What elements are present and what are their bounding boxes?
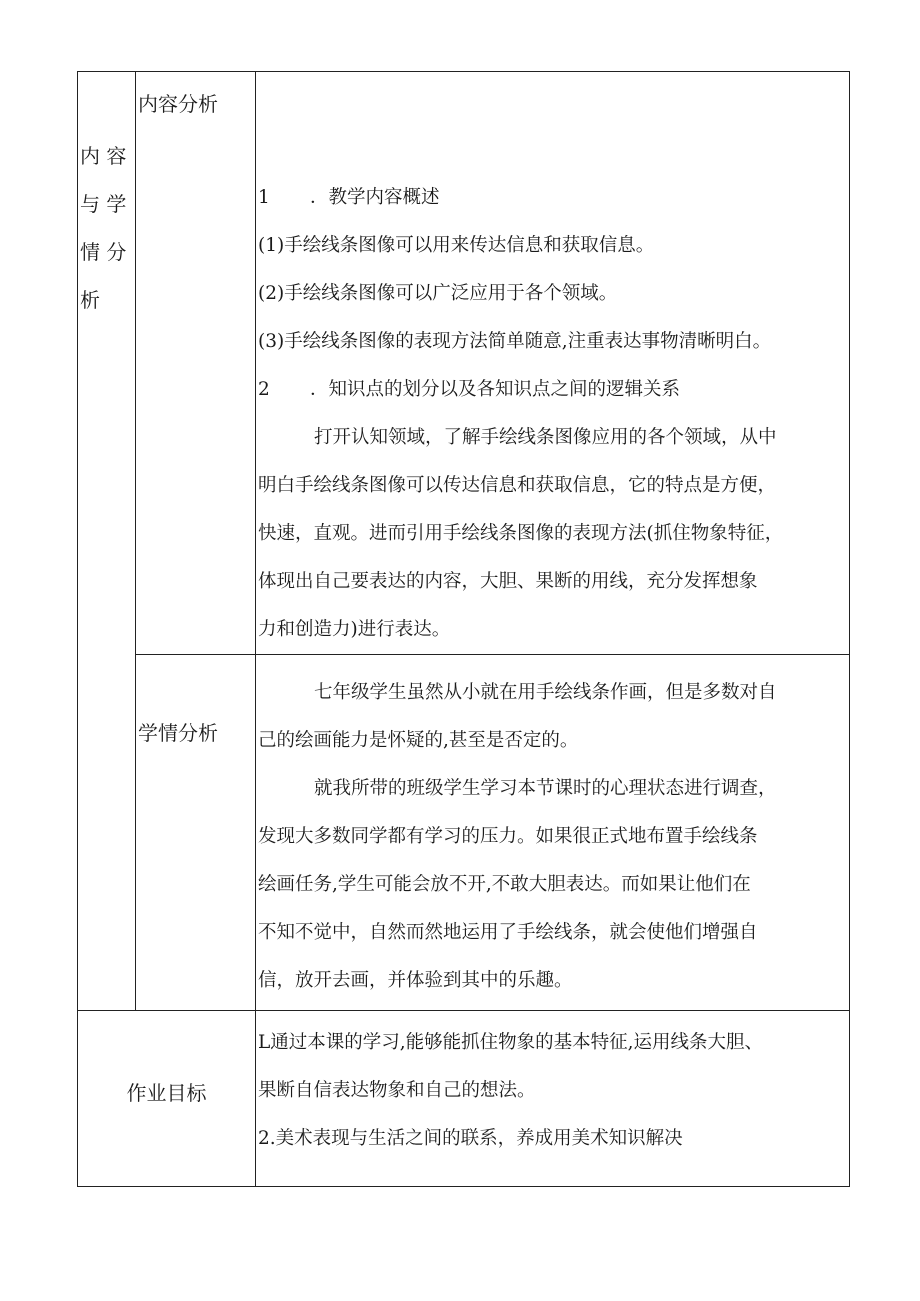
list-number: 2 <box>258 379 270 400</box>
content-analysis-label: 内容分析 <box>138 92 218 116</box>
paragraph: (2)手绘线条图像可以广泛应用于各个领域。 <box>258 283 618 304</box>
section-label-text: 内 容 与 学 情 分 析 <box>80 144 127 312</box>
body-line: 力和创造力)进行表达。 <box>258 619 451 640</box>
body-line: 信，放开去画，并体验到其中的乐趣。 <box>258 970 573 991</box>
paragraph <box>258 174 849 222</box>
body-line: 绘画任务,学生可能会放不开,不敢大胆表达。而如果让他们在 <box>258 874 751 895</box>
section-label-cell <box>78 72 136 1011</box>
body-line: 快速，直观。进而引用手绘线条图像的表现方法(抓住物象特征， <box>258 523 784 544</box>
student-analysis-label-cell <box>136 655 256 1011</box>
homework-goals-label: 作业目标 <box>126 1081 207 1105</box>
paragraph-text: ．教学内容概述 <box>310 187 440 208</box>
body-line: 明白手绘线条图像可以传达信息和获取信息，它的特点是方便， <box>258 475 777 496</box>
content-analysis-label-cell <box>136 72 256 655</box>
homework-goals-label-cell <box>78 1011 256 1187</box>
student-analysis-cell <box>256 655 850 1011</box>
lesson-plan-table <box>77 71 850 1187</box>
homework-goals-row <box>78 1011 850 1187</box>
body-line: 就我所带的班级学生学习本节课时的心理状态进行调查， <box>314 778 777 799</box>
body-line: 体现出自己要表达的内容，大胆、果断的用线，充分发挥想象 <box>258 571 758 592</box>
student-analysis-row <box>78 655 850 1011</box>
content-analysis-cell <box>256 72 850 655</box>
student-analysis-label: 学情分析 <box>138 721 218 745</box>
homework-goals-cell <box>256 1011 850 1187</box>
body-line: 2.美术表现与生活之间的联系，养成用美术知识解决 <box>258 1128 683 1149</box>
paragraph-text: ．知识点的划分以及各知识点之间的逻辑关系 <box>310 379 681 400</box>
body-line: 七年级学生虽然从小就在用手绘线条作画，但是多数对自 <box>314 682 777 703</box>
paragraph: (1)手绘线条图像可以用来传达信息和获取信息。 <box>258 235 655 256</box>
section-label <box>78 72 135 324</box>
paragraph: (3)手绘线条图像的表现方法简单随意,注重表达事物清晰明白。 <box>258 331 772 352</box>
body-line: L通过本课的学习,能够能抓住物象的基本特征,运用线条大胆、 <box>258 1032 764 1053</box>
paragraph <box>258 366 849 414</box>
body-line: 果断自信表达物象和自己的想法。 <box>258 1080 536 1101</box>
body-line: 不知不觉中，自然而然地运用了手绘线条，就会使他们增强自 <box>258 922 758 943</box>
body-line: 打开认知领域，了解手绘线条图像应用的各个领域，从中 <box>314 427 777 448</box>
content-analysis-row <box>78 72 850 655</box>
body-line: 发现大多数同学都有学习的压力。如果很正式地布置手绘线条 <box>258 826 758 847</box>
list-number: 1 <box>258 187 270 208</box>
body-line: 己的绘画能力是怀疑的,甚至是否定的。 <box>258 730 579 751</box>
